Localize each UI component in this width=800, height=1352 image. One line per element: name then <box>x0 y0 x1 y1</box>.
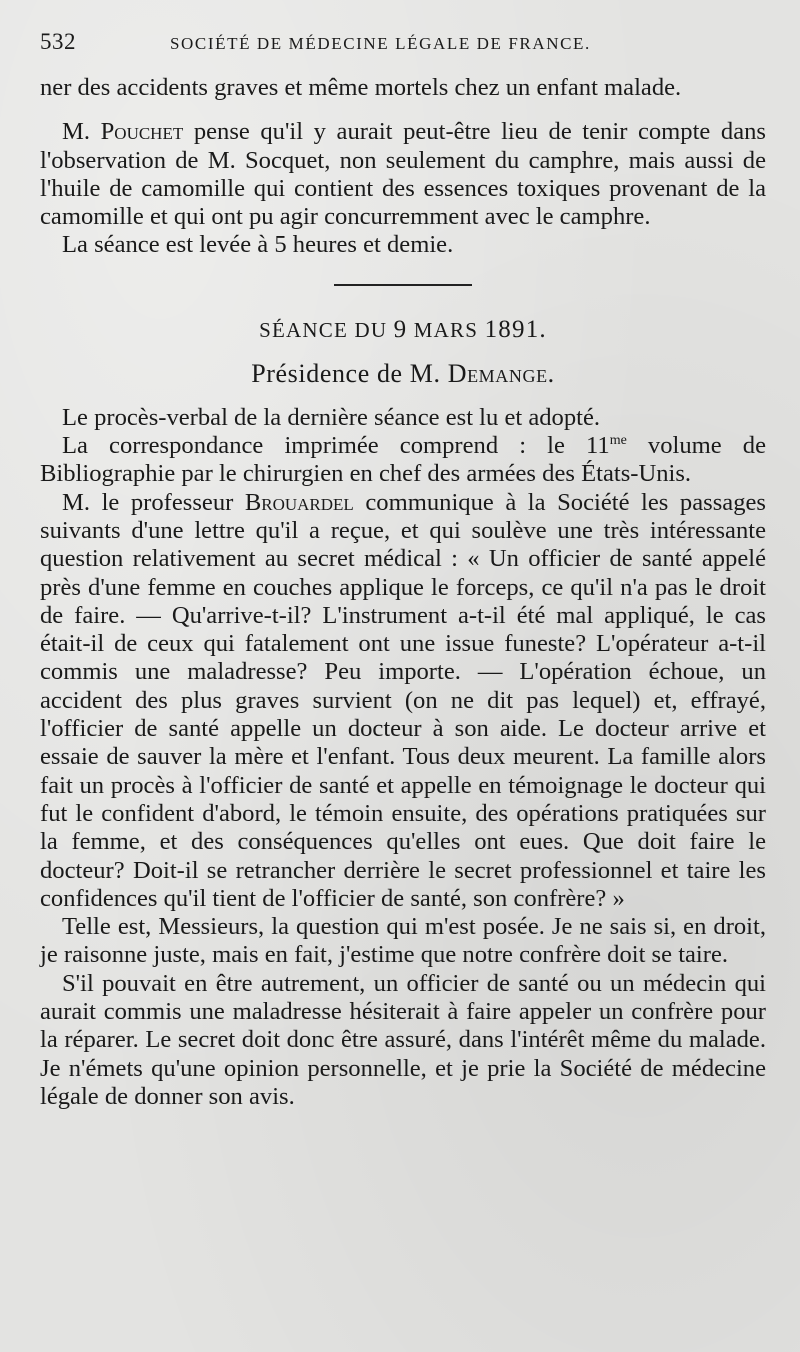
session-prefix: SÉANCE DU <box>259 317 394 342</box>
session-month: MARS <box>407 317 485 342</box>
paragraph-question: Telle est, Messieurs, la question qui m'est posée. Je ne sais si, en droit, je raisonne juste, mais en fait, j'estime que notre confrère doit se taire. <box>40 913 766 969</box>
paragraph-continuation: ner des accidents graves et même mortels chez un enfant malade. <box>40 74 682 101</box>
paragraph-text: communique à la Société les passages suivants d'une lettre qu'il a reçue, et qui soulève une très intéressante question relativement au secret médical : « Un officier de santé appelé près d'une femme en couches applique le forceps, ce qu'il n'a pas le droit de faire. — Qu'arrive-t-il? L'instrument a-t-il été mal appliqué, le cas était-il de ceux qui fatalement ont une issue funeste? L'opérateur a-t-il commis une maladresse? Peu importe. — L'opération échoue, un accident des plus graves survient (on ne dit pas lequel) et, effrayé, l'officier de santé appelle un docteur à son aide. Le docteur arrive et essaie de sauver la mère et l'enfant. Tous deux meurent. La famille alors fait un procès à l'officier de santé et appelle en témoignage le docteur qui fut le confident d'abord, le témoin ensuite, des opérations pratiquées sur la femme, et des conséquences qu'elles ont eues. Que doit faire le docteur? Doit-il se retrancher derrière le secret professionnel et taire les confidences qu'il tient de l'officier de santé, son confrère? » <box>40 488 766 912</box>
presidency-heading <box>40 356 766 392</box>
paragraph-correspondence <box>40 432 766 489</box>
correspondence-text-end: volume de Bibliographie par le chirurgien en chef des armées des États-Unis. <box>40 432 766 488</box>
president-name: Demange <box>447 358 548 388</box>
paragraph-pouchet <box>40 118 766 231</box>
paragraph-text: pense qu'il y aurait peut-être lieu de tenir compte dans l'observation de M. Socquet, non seulement du camphre, mais aussi de l'huile de camomille qui contient des essences toxiques provenant de la camomille et qui ont pu agir concurremment avec le camphre. <box>40 118 767 231</box>
page-number: 532 <box>40 29 76 54</box>
correspondence-text-start: La correspondance imprimée comprend : le 11 <box>62 432 610 460</box>
paragraph-opinion: S'il pouvait en être autrement, un officier de santé ou un médecin qui aurait commis une maladresse hésiterait à faire appeler un confrère pour la réparer. Le secret doit donc être assuré, dans l'intérêt même du malade. Je n'émets qu'une opinion personnelle, et je prie la Société de médecine légale de donner son avis. <box>40 969 766 1110</box>
ordinal-superscript: me <box>609 433 627 449</box>
running-head <box>40 28 766 74</box>
session-heading <box>40 316 766 344</box>
session-day: 9 <box>393 315 408 343</box>
section-divider <box>334 284 472 286</box>
paragraph-minutes-adopted: Le procès-verbal de la dernière séance est lu et adopté. <box>62 403 601 431</box>
speaker-name: Brouardel <box>244 488 354 516</box>
presidency-prefix: Présidence de M. <box>251 358 448 388</box>
speaker-name: Pouchet <box>100 118 184 146</box>
running-title: SOCIÉTÉ DE MÉDECINE LÉGALE DE FRANCE. <box>170 34 591 53</box>
speaker-prefix: M. le professeur <box>62 488 245 516</box>
paragraph-session-closed: La séance est levée à 5 heures et demie. <box>62 231 454 259</box>
paragraph-brouardel <box>40 489 766 913</box>
session-year: 1891. <box>484 315 547 343</box>
presidency-suffix: . <box>547 358 555 388</box>
speaker-prefix: M. <box>62 118 101 146</box>
